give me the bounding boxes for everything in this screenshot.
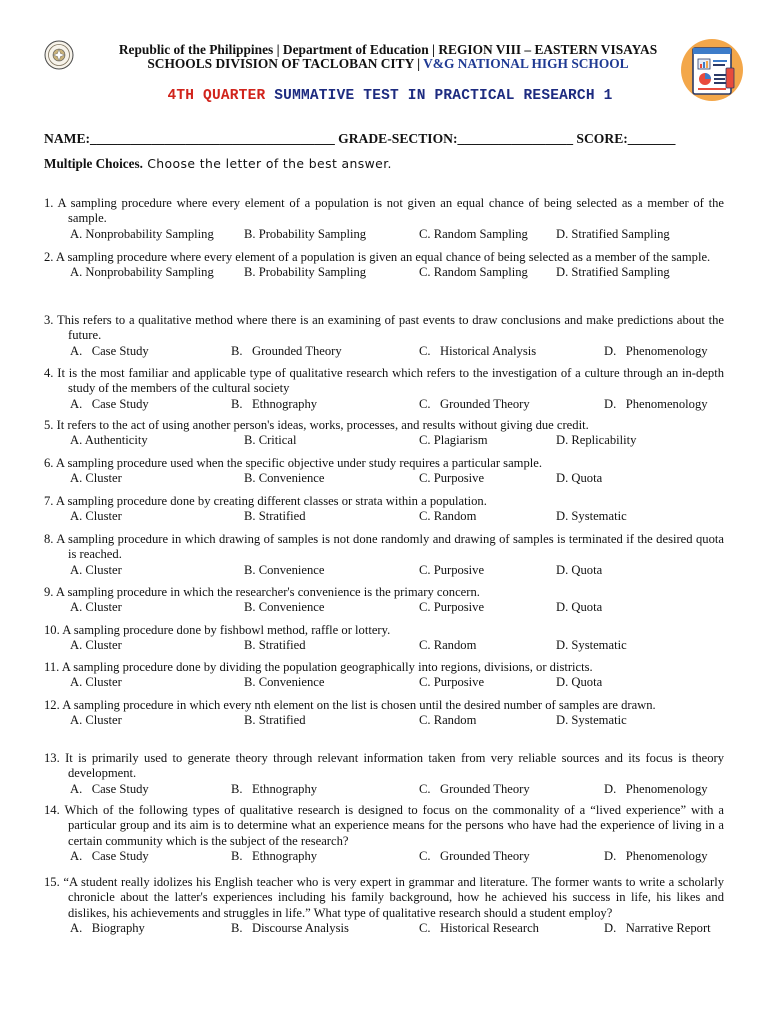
answer-option[interactable]: D. Phenomenology	[604, 343, 708, 358]
answer-option[interactable]: B. Ethnography	[231, 396, 318, 411]
answer-options	[44, 509, 724, 525]
question-item	[44, 532, 724, 579]
answer-options	[44, 227, 724, 243]
answer-option[interactable]: B. Probability Sampling	[244, 226, 367, 241]
answer-option[interactable]: C. Purposive	[419, 600, 485, 615]
answer-option[interactable]: D. Stratified Sampling	[556, 226, 670, 241]
answer-options	[44, 433, 724, 449]
answer-option[interactable]: A. Nonprobability Sampling	[70, 265, 214, 280]
question-stem: 12. A sampling procedure in which every nth element on the list is chosen until the desired number of samples are drawn.	[44, 698, 656, 712]
deped-seal-icon	[44, 40, 74, 70]
answer-option[interactable]: C. Grounded Theory	[419, 781, 530, 796]
answer-options	[44, 675, 724, 691]
answer-option[interactable]: D. Phenomenology	[604, 781, 708, 796]
question-item	[44, 494, 724, 525]
answer-option[interactable]: B. Stratified	[244, 713, 306, 728]
answer-option[interactable]: A. Cluster	[70, 509, 122, 524]
question-item	[44, 875, 724, 937]
answer-option[interactable]: A. Case Study	[70, 396, 149, 411]
answer-option[interactable]: D. Phenomenology	[604, 849, 708, 864]
answer-option[interactable]: B. Critical	[244, 433, 297, 448]
question-item	[44, 456, 724, 487]
answer-option[interactable]: A. Cluster	[70, 600, 122, 615]
answer-options	[44, 713, 724, 729]
answer-options	[44, 563, 724, 579]
test-subject: SUMMATIVE TEST IN PRACTICAL RESEARCH 1	[265, 88, 613, 104]
answer-option[interactable]: D. Quota	[556, 471, 603, 486]
question-item	[44, 751, 724, 798]
answer-option[interactable]: D. Phenomenology	[604, 396, 708, 411]
answer-options	[44, 471, 724, 487]
answer-option[interactable]: C. Random	[419, 713, 477, 728]
answer-option[interactable]: D. Narrative Report	[604, 921, 711, 936]
answer-option[interactable]: C. Random Sampling	[419, 226, 528, 241]
instructions-heading: Multiple Choices.	[44, 156, 143, 171]
answer-option[interactable]: D. Systematic	[556, 713, 627, 728]
question-stem: 2. A sampling procedure where every element of a population is given an equal chance of being selected as a member of the sample.	[44, 250, 711, 264]
test-title	[70, 88, 710, 104]
answer-option[interactable]: A. Cluster	[70, 471, 122, 486]
answer-options	[44, 782, 724, 798]
answer-option[interactable]: D. Quota	[556, 562, 603, 577]
quarter-label: 4TH QUARTER	[167, 88, 266, 104]
question-stem: 15. “A student really idolizes his English teacher who is very expert in grammar and literature. The former wants to write a scholarly chronicle about the latter's experiences including his family background, how he achieved his success in life, his likes and dislikes, his achievements and struggles in life.” What type of qualitative research should a student employ?	[44, 875, 724, 920]
question-stem: 5. It refers to the act of using another person's ideas, works, processes, and results without giving due credit.	[44, 418, 589, 432]
answer-option[interactable]: D. Stratified Sampling	[556, 265, 670, 280]
answer-option[interactable]: D. Replicability	[556, 433, 637, 448]
answer-option[interactable]: B. Stratified	[244, 509, 306, 524]
answer-option[interactable]: B. Discourse Analysis	[231, 921, 349, 936]
instructions	[44, 156, 392, 172]
question-stem: 14. Which of the following types of qualitative research is designed to focus on the commonality of a “lived experience” with a particular group and its aim is to determine what an experience means for the persons who have had the experience of living in a certain community which is the subject of the research?	[44, 803, 724, 848]
answer-options	[44, 600, 724, 616]
answer-option[interactable]: D. Systematic	[556, 509, 627, 524]
answer-option[interactable]: D. Systematic	[556, 638, 627, 653]
answer-options	[44, 265, 724, 281]
answer-option[interactable]: C. Purposive	[419, 562, 485, 577]
answer-options	[44, 638, 724, 654]
question-stem: 11. A sampling procedure done by dividing the population geographically into regions, divisions, or districts.	[44, 660, 593, 674]
answer-option[interactable]: C. Random	[419, 509, 477, 524]
question-item	[44, 803, 724, 865]
question-stem: 3. This refers to a qualitative method where there is an examining of past events to draw conclusions and make predictions about the future.	[44, 313, 724, 343]
answer-option[interactable]: A. Cluster	[70, 713, 122, 728]
answer-option[interactable]: A. Case Study	[70, 343, 149, 358]
answer-option[interactable]: A. Biography	[70, 921, 145, 936]
answer-option[interactable]: B. Stratified	[244, 638, 306, 653]
answer-options	[44, 397, 724, 413]
question-stem: 4. It is the most familiar and applicable type of qualitative research which refers to the investigation of a culture through an in-depth study of the members of the cultural society	[44, 366, 724, 396]
answer-option[interactable]: B. Convenience	[244, 600, 325, 615]
answer-option[interactable]: D. Quota	[556, 675, 603, 690]
answer-option[interactable]: C. Grounded Theory	[419, 396, 530, 411]
question-item	[44, 366, 724, 413]
header-line-2	[98, 56, 678, 72]
question-stem: 9. A sampling procedure in which the researcher's convenience is the primary concern.	[44, 585, 480, 599]
question-item	[44, 313, 724, 360]
answer-option[interactable]: C. Plagiarism	[419, 433, 488, 448]
answer-option[interactable]: C. Random	[419, 638, 477, 653]
question-stem: 1. A sampling procedure where every element of a population is not given an equal chance of being selected as a member of the sample.	[44, 196, 724, 226]
answer-option[interactable]: A. Authenticity	[70, 433, 148, 448]
answer-option[interactable]: B. Probability Sampling	[244, 265, 367, 280]
answer-option[interactable]: A. Cluster	[70, 562, 122, 577]
answer-option[interactable]: A. Case Study	[70, 849, 149, 864]
question-item	[44, 196, 724, 243]
answer-option[interactable]: B. Convenience	[244, 471, 325, 486]
answer-option[interactable]: B. Ethnography	[231, 781, 318, 796]
answer-option[interactable]: B. Convenience	[244, 675, 325, 690]
answer-option[interactable]: B. Convenience	[244, 562, 325, 577]
question-item	[44, 250, 724, 281]
header-line-1: Republic of the Philippines | Department of Education | REGION VIII – EASTERN VISAYAS	[118, 42, 658, 57]
answer-options	[44, 344, 724, 360]
answer-option[interactable]: C. Historical Analysis	[419, 343, 537, 358]
answer-option[interactable]: C. Purposive	[419, 675, 485, 690]
answer-option[interactable]: A. Cluster	[70, 675, 122, 690]
answer-option[interactable]: C. Purposive	[419, 471, 485, 486]
answer-options	[44, 849, 724, 865]
answer-option[interactable]: C. Grounded Theory	[419, 849, 530, 864]
answer-option[interactable]: A. Case Study	[70, 781, 149, 796]
question-stem: 6. A sampling procedure used when the specific objective under study requires a particular sample.	[44, 456, 542, 470]
instructions-text: Choose the letter of the best answer.	[142, 156, 392, 171]
question-stem: 8. A sampling procedure in which drawing of samples is not done randomly and drawing of samples is terminated if the desired quota is reached.	[44, 532, 724, 562]
answer-option[interactable]: A. Cluster	[70, 638, 122, 653]
question-item	[44, 585, 724, 616]
answer-options	[44, 921, 724, 937]
school-name: V&G NATIONAL HIGH SCHOOL	[423, 56, 629, 71]
answer-option[interactable]: C. Random Sampling	[419, 265, 528, 280]
student-info-row[interactable]: NAME:____________________________________ GRADE-SECTION:_________________ SCORE:_______	[44, 131, 676, 146]
answer-option[interactable]: B. Ethnography	[231, 849, 318, 864]
question-item	[44, 418, 724, 449]
answer-option[interactable]: A. Nonprobability Sampling	[70, 226, 214, 241]
question-item	[44, 698, 724, 729]
answer-option[interactable]: D. Quota	[556, 600, 603, 615]
answer-option[interactable]: C. Historical Research	[419, 921, 539, 936]
division-name: SCHOOLS DIVISION OF TACLOBAN CITY |	[147, 56, 424, 71]
question-item	[44, 660, 724, 691]
question-stem: 13. It is primarily used to generate theory through relevant information taken from very reliable sources and its focus is theory development.	[44, 751, 724, 781]
answer-option[interactable]: B. Grounded Theory	[231, 343, 342, 358]
question-item	[44, 623, 724, 654]
question-stem: 7. A sampling procedure done by creating different classes or strata within a population.	[44, 494, 487, 508]
question-stem: 10. A sampling procedure done by fishbowl method, raffle or lottery.	[44, 623, 391, 637]
